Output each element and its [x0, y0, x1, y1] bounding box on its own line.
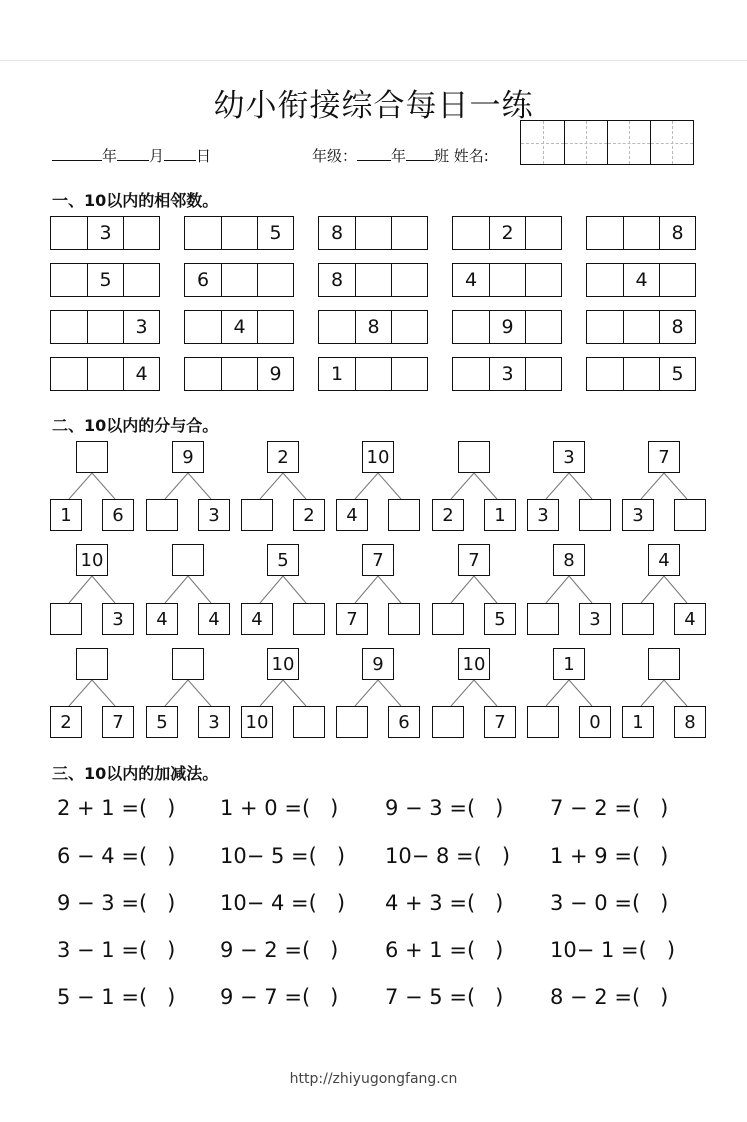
equation[interactable]: 3 − 0 =( ) [550, 891, 669, 915]
decompose-box: 4 [241, 603, 273, 635]
decompose-box: 4 [648, 544, 680, 576]
decompose-box[interactable] [458, 441, 490, 473]
adjacent-cell: 5 [659, 358, 695, 390]
equation[interactable]: 9 − 3 =( ) [385, 796, 504, 820]
decompose-box[interactable] [293, 706, 325, 738]
day-label: 日 [196, 147, 212, 165]
decompose-box[interactable] [388, 499, 420, 531]
equation[interactable]: 1 + 0 =( ) [220, 796, 339, 820]
tree-branch [188, 473, 211, 499]
tree-branch [474, 576, 497, 603]
tree-branch [451, 680, 474, 706]
tree-branch [188, 680, 211, 706]
decompose-box: 1 [484, 499, 516, 531]
tree-branch [165, 473, 188, 499]
tree-branch [283, 576, 306, 603]
tree-branch [69, 473, 92, 499]
decompose-box: 0 [579, 706, 611, 738]
decompose-box: 3 [527, 499, 559, 531]
equation[interactable]: 5 − 1 =( ) [57, 985, 176, 1009]
tree-branch [474, 473, 497, 499]
tree-branch [260, 576, 283, 603]
adjacent-cell: 9 [257, 358, 293, 390]
adjacent-cell: 3 [87, 217, 123, 249]
tree-branch [188, 576, 211, 603]
decompose-box: 10 [241, 706, 273, 738]
tree-branch [569, 576, 592, 603]
tree-branch [569, 473, 592, 499]
class-name-label: 班 姓名: [434, 147, 489, 165]
decompose-box: 7 [102, 706, 134, 738]
equation[interactable]: 9 − 3 =( ) [57, 891, 176, 915]
decompose-box: 5 [146, 706, 178, 738]
adjacent-cell: 3 [489, 358, 525, 390]
tree-branch [378, 576, 401, 603]
decompose-box: 6 [102, 499, 134, 531]
decompose-box: 3 [579, 603, 611, 635]
adjacent-cell: 8 [330, 269, 344, 291]
equation[interactable]: 6 + 1 =( ) [385, 938, 504, 962]
equation[interactable]: 10− 8 =( ) [385, 844, 511, 868]
equation[interactable]: 1 + 9 =( ) [550, 844, 669, 868]
adjacent-cell: 5 [87, 264, 123, 296]
decompose-box[interactable] [674, 499, 706, 531]
decompose-box: 7 [458, 544, 490, 576]
decompose-box: 3 [553, 441, 585, 473]
tree-branch [451, 576, 474, 603]
decompose-box: 3 [198, 706, 230, 738]
decompose-box: 4 [198, 603, 230, 635]
decompose-box: 8 [674, 706, 706, 738]
decompose-box: 7 [336, 603, 368, 635]
decompose-box: 9 [362, 648, 394, 680]
decompose-box[interactable] [76, 648, 108, 680]
tree-branch [664, 680, 687, 706]
equation[interactable]: 9 − 2 =( ) [220, 938, 339, 962]
decompose-box: 2 [267, 441, 299, 473]
adjacent-cell: 4 [221, 311, 257, 343]
tree-branch [546, 473, 569, 499]
decompose-box: 2 [432, 499, 464, 531]
equation[interactable]: 2 + 1 =( ) [57, 796, 176, 820]
decompose-box[interactable] [50, 603, 82, 635]
tree-branch [664, 473, 687, 499]
decompose-box[interactable] [76, 441, 108, 473]
equation[interactable]: 10− 4 =( ) [220, 891, 346, 915]
tree-branch [546, 680, 569, 706]
decompose-box[interactable] [527, 603, 559, 635]
grade-label: 年级： [312, 147, 358, 165]
adjacent-cell: 8 [659, 311, 695, 343]
decompose-box: 10 [458, 648, 490, 680]
decompose-box: 9 [172, 441, 204, 473]
decompose-box[interactable] [579, 499, 611, 531]
tree-branch [69, 576, 92, 603]
tree-branch [355, 680, 378, 706]
tree-branch [165, 576, 188, 603]
decompose-box: 4 [674, 603, 706, 635]
equation[interactable]: 10− 1 =( ) [550, 938, 676, 962]
tree-branch [92, 576, 115, 603]
decompose-box[interactable] [388, 603, 420, 635]
section-arith-title: 三、10以内的加减法。 [52, 764, 219, 783]
tree-branch [569, 680, 592, 706]
adjacent-cell: 4 [123, 358, 159, 390]
decompose-box[interactable] [146, 499, 178, 531]
decompose-box: 1 [553, 648, 585, 680]
adjacent-cell: 2 [489, 217, 525, 249]
year-label: 年 [102, 147, 118, 165]
decompose-box: 4 [336, 499, 368, 531]
decompose-box: 7 [484, 706, 516, 738]
tree-branch [92, 473, 115, 499]
tree-branch [283, 680, 306, 706]
decompose-box: 3 [622, 499, 654, 531]
decompose-box: 10 [76, 544, 108, 576]
equation[interactable]: 6 − 4 =( ) [57, 844, 176, 868]
decompose-box: 5 [484, 603, 516, 635]
tree-branch [641, 473, 664, 499]
decompose-box: 1 [50, 499, 82, 531]
adjacent-cell: 4 [464, 269, 478, 291]
decompose-box[interactable] [172, 648, 204, 680]
grade-year-label: 年 [391, 147, 407, 165]
decompose-box: 7 [648, 441, 680, 473]
equation[interactable]: 9 − 7 =( ) [220, 985, 339, 1009]
decompose-box[interactable] [432, 603, 464, 635]
decompose-box[interactable] [432, 706, 464, 738]
decompose-box[interactable] [648, 648, 680, 680]
adjacent-cell: 8 [330, 222, 344, 244]
tree-branch [260, 680, 283, 706]
tree-branch [378, 680, 401, 706]
tree-branch [378, 473, 401, 499]
tree-branch [283, 473, 306, 499]
decompose-box[interactable] [241, 499, 273, 531]
tree-branch [260, 473, 283, 499]
equation[interactable]: 3 − 1 =( ) [57, 938, 176, 962]
section-adjacent-title: 一、10以内的相邻数。 [52, 191, 219, 210]
decompose-box: 7 [362, 544, 394, 576]
tree-branch [69, 680, 92, 706]
month-label: 月 [149, 147, 165, 165]
decompose-box: 4 [146, 603, 178, 635]
section-decompose-title: 二、10以内的分与合。 [52, 416, 219, 435]
equation[interactable]: 8 − 2 =( ) [550, 985, 669, 1009]
tree-branch [355, 473, 378, 499]
decompose-box: 10 [362, 441, 394, 473]
decompose-box: 5 [267, 544, 299, 576]
equation[interactable]: 7 − 2 =( ) [550, 796, 669, 820]
adjacent-cell: 3 [123, 311, 159, 343]
tree-branch [92, 680, 115, 706]
adjacent-cell: 9 [489, 311, 525, 343]
decompose-box: 8 [553, 544, 585, 576]
decompose-box: 1 [622, 706, 654, 738]
adjacent-cell: 8 [355, 311, 391, 343]
decompose-box[interactable] [622, 603, 654, 635]
adjacent-cell: 1 [330, 363, 344, 385]
adjacent-cell: 8 [659, 217, 695, 249]
decompose-box[interactable] [336, 706, 368, 738]
decompose-box: 3 [198, 499, 230, 531]
decompose-box: 6 [388, 706, 420, 738]
decompose-box[interactable] [172, 544, 204, 576]
decompose-box[interactable] [527, 706, 559, 738]
tree-branch [664, 576, 687, 603]
adjacent-cell: 4 [623, 264, 659, 296]
tree-branch [474, 680, 497, 706]
tree-branch [355, 576, 378, 603]
decompose-box: 3 [102, 603, 134, 635]
adjacent-cell: 6 [196, 269, 210, 291]
tree-branch [641, 576, 664, 603]
equation[interactable]: 4 + 3 =( ) [385, 891, 504, 915]
tree-branch [546, 576, 569, 603]
footer-url: http://zhiyugongfang.cn [289, 1071, 458, 1087]
equation[interactable]: 7 − 5 =( ) [385, 985, 504, 1009]
tree-branch [641, 680, 664, 706]
page-title: 幼小衔接综合每日一练 [213, 88, 534, 124]
decompose-box: 2 [293, 499, 325, 531]
tree-branch [451, 473, 474, 499]
decompose-box: 10 [267, 648, 299, 680]
tree-branch [165, 680, 188, 706]
adjacent-cell: 5 [257, 217, 293, 249]
decompose-box[interactable] [293, 603, 325, 635]
decompose-box: 2 [50, 706, 82, 738]
equation[interactable]: 10− 5 =( ) [220, 844, 346, 868]
